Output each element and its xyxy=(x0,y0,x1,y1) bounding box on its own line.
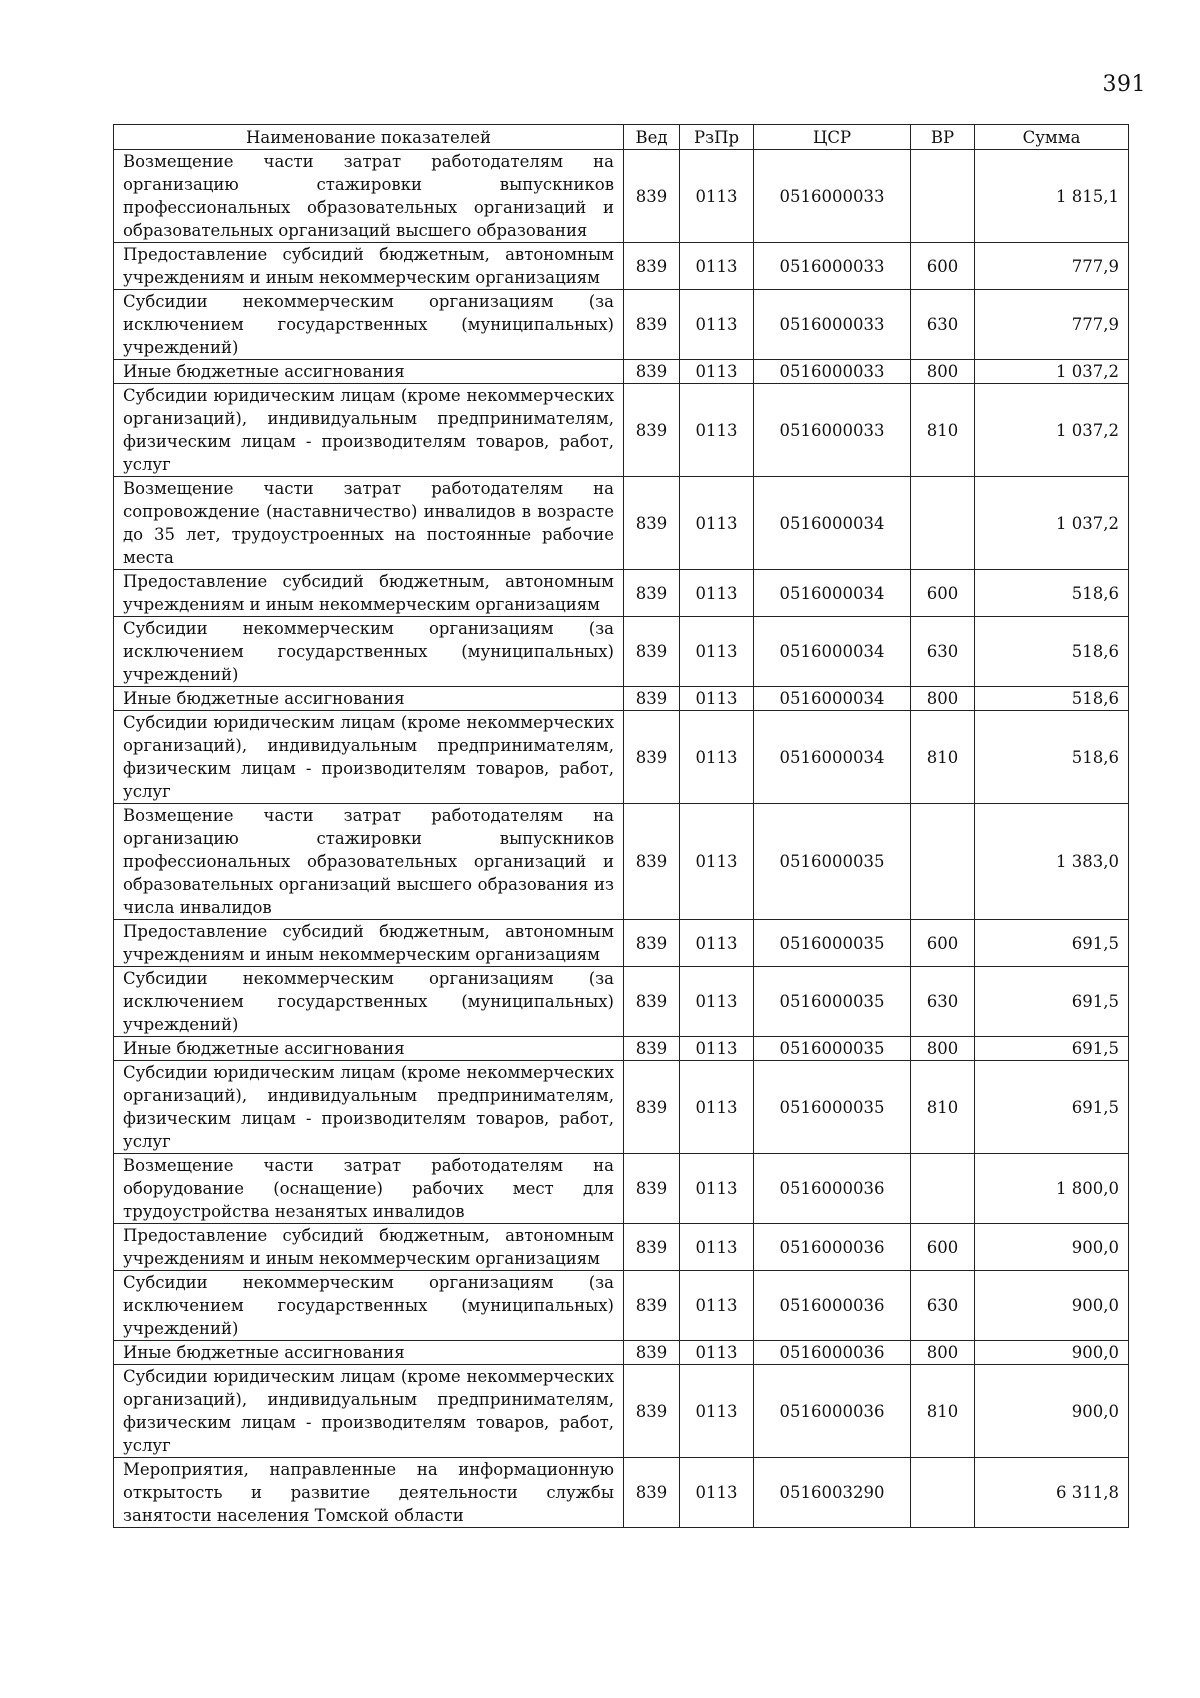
cell-sum: 900,0 xyxy=(975,1341,1129,1365)
cell-name: Иные бюджетные ассигнования xyxy=(114,1341,624,1365)
cell-vr: 800 xyxy=(911,1341,975,1365)
cell-ved: 839 xyxy=(624,804,680,920)
cell-sum: 1 383,0 xyxy=(975,804,1129,920)
cell-name: Возмещение части затрат работодателям на организацию стажировки выпускников профессиональных образовательных организаций и образовательных организаций высшего образования из числа инвалидов xyxy=(114,804,624,920)
cell-name: Субсидии некоммерческим организациям (за исключением государственных (муниципальных) учреждений) xyxy=(114,967,624,1037)
cell-name: Иные бюджетные ассигнования xyxy=(114,687,624,711)
cell-ved: 839 xyxy=(624,150,680,243)
table-row xyxy=(114,617,1129,687)
cell-name: Возмещение части затрат работодателям на сопровождение (наставничество) инвалидов в возрасте до 35 лет, трудоустроенных на постоянные рабочие места xyxy=(114,477,624,570)
cell-csr: 0516000033 xyxy=(754,360,911,384)
table-row xyxy=(114,1224,1129,1271)
table-row xyxy=(114,360,1129,384)
table-row xyxy=(114,477,1129,570)
cell-vr: 630 xyxy=(911,967,975,1037)
cell-rzpr: 0113 xyxy=(680,570,754,617)
cell-csr: 0516000033 xyxy=(754,243,911,290)
cell-vr: 600 xyxy=(911,920,975,967)
cell-csr: 0516000036 xyxy=(754,1341,911,1365)
cell-csr: 0516000036 xyxy=(754,1271,911,1341)
cell-vr: 800 xyxy=(911,1037,975,1061)
table-row xyxy=(114,1061,1129,1154)
cell-sum: 6 311,8 xyxy=(975,1458,1129,1528)
table-row xyxy=(114,1365,1129,1458)
cell-sum: 518,6 xyxy=(975,687,1129,711)
cell-sum: 518,6 xyxy=(975,570,1129,617)
cell-csr: 0516000035 xyxy=(754,804,911,920)
header-vr: ВР xyxy=(911,125,975,150)
cell-csr: 0516000035 xyxy=(754,1037,911,1061)
cell-sum: 777,9 xyxy=(975,243,1129,290)
cell-csr: 0516000035 xyxy=(754,967,911,1037)
cell-name: Субсидии юридическим лицам (кроме некоммерческих организаций), индивидуальным предпринимателям, физическим лицам - производителям товаров, работ, услуг xyxy=(114,384,624,477)
cell-vr: 800 xyxy=(911,360,975,384)
cell-name: Мероприятия, направленные на информационную открытость и развитие деятельности службы занятости населения Томской области xyxy=(114,1458,624,1528)
cell-name: Субсидии некоммерческим организациям (за исключением государственных (муниципальных) учреждений) xyxy=(114,1271,624,1341)
cell-sum: 518,6 xyxy=(975,711,1129,804)
cell-ved: 839 xyxy=(624,243,680,290)
cell-name: Предоставление субсидий бюджетным, автономным учреждениям и иным некоммерческим организациям xyxy=(114,920,624,967)
cell-sum: 900,0 xyxy=(975,1271,1129,1341)
header-name: Наименование показателей xyxy=(114,125,624,150)
cell-vr xyxy=(911,150,975,243)
cell-name: Субсидии юридическим лицам (кроме некоммерческих организаций), индивидуальным предпринимателям, физическим лицам - производителям товаров, работ, услуг xyxy=(114,711,624,804)
page-number: 391 xyxy=(1102,72,1146,97)
table-row xyxy=(114,1154,1129,1224)
table-row xyxy=(114,243,1129,290)
cell-vr: 630 xyxy=(911,290,975,360)
table-row xyxy=(114,570,1129,617)
cell-vr xyxy=(911,1458,975,1528)
cell-csr: 0516000035 xyxy=(754,920,911,967)
cell-rzpr: 0113 xyxy=(680,384,754,477)
cell-csr: 0516000035 xyxy=(754,1061,911,1154)
cell-vr: 800 xyxy=(911,687,975,711)
header-sum: Сумма xyxy=(975,125,1129,150)
cell-rzpr: 0113 xyxy=(680,477,754,570)
cell-vr xyxy=(911,1154,975,1224)
cell-vr: 810 xyxy=(911,384,975,477)
cell-ved: 839 xyxy=(624,477,680,570)
cell-csr: 0516000036 xyxy=(754,1154,911,1224)
cell-rzpr: 0113 xyxy=(680,1458,754,1528)
cell-csr: 0516000034 xyxy=(754,617,911,687)
cell-vr xyxy=(911,804,975,920)
header-ved: Вед xyxy=(624,125,680,150)
table-row xyxy=(114,687,1129,711)
cell-name: Субсидии юридическим лицам (кроме некоммерческих организаций), индивидуальным предпринимателям, физическим лицам - производителям товаров, работ, услуг xyxy=(114,1365,624,1458)
cell-sum: 777,9 xyxy=(975,290,1129,360)
cell-ved: 839 xyxy=(624,967,680,1037)
cell-ved: 839 xyxy=(624,920,680,967)
cell-name: Иные бюджетные ассигнования xyxy=(114,1037,624,1061)
table-row xyxy=(114,1037,1129,1061)
cell-csr: 0516000034 xyxy=(754,687,911,711)
cell-vr: 600 xyxy=(911,243,975,290)
cell-sum: 691,5 xyxy=(975,1061,1129,1154)
cell-ved: 839 xyxy=(624,687,680,711)
cell-rzpr: 0113 xyxy=(680,967,754,1037)
cell-ved: 839 xyxy=(624,1271,680,1341)
table-row xyxy=(114,1458,1129,1528)
cell-csr: 0516000034 xyxy=(754,477,911,570)
cell-csr: 0516000033 xyxy=(754,290,911,360)
table-row xyxy=(114,290,1129,360)
cell-name: Субсидии некоммерческим организациям (за исключением государственных (муниципальных) учреждений) xyxy=(114,290,624,360)
cell-sum: 1 037,2 xyxy=(975,384,1129,477)
cell-ved: 839 xyxy=(624,1341,680,1365)
cell-vr: 600 xyxy=(911,1224,975,1271)
cell-vr: 600 xyxy=(911,570,975,617)
cell-sum: 900,0 xyxy=(975,1224,1129,1271)
cell-name: Предоставление субсидий бюджетным, автономным учреждениям и иным некоммерческим организациям xyxy=(114,243,624,290)
cell-ved: 839 xyxy=(624,1037,680,1061)
cell-name: Субсидии некоммерческим организациям (за исключением государственных (муниципальных) учреждений) xyxy=(114,617,624,687)
cell-rzpr: 0113 xyxy=(680,1061,754,1154)
cell-ved: 839 xyxy=(624,711,680,804)
cell-rzpr: 0113 xyxy=(680,243,754,290)
cell-rzpr: 0113 xyxy=(680,804,754,920)
table-row xyxy=(114,150,1129,243)
table-row xyxy=(114,711,1129,804)
cell-ved: 839 xyxy=(624,570,680,617)
cell-csr: 0516000033 xyxy=(754,150,911,243)
cell-csr: 0516003290 xyxy=(754,1458,911,1528)
cell-vr: 810 xyxy=(911,711,975,804)
cell-ved: 839 xyxy=(624,1061,680,1154)
table-row xyxy=(114,967,1129,1037)
cell-rzpr: 0113 xyxy=(680,617,754,687)
cell-csr: 0516000033 xyxy=(754,384,911,477)
cell-name: Иные бюджетные ассигнования xyxy=(114,360,624,384)
table-row xyxy=(114,804,1129,920)
cell-rzpr: 0113 xyxy=(680,1154,754,1224)
table-body xyxy=(114,150,1129,1528)
cell-vr: 630 xyxy=(911,617,975,687)
cell-csr: 0516000036 xyxy=(754,1224,911,1271)
cell-ved: 839 xyxy=(624,1154,680,1224)
table-row xyxy=(114,384,1129,477)
cell-rzpr: 0113 xyxy=(680,1365,754,1458)
cell-name: Предоставление субсидий бюджетным, автономным учреждениям и иным некоммерческим организациям xyxy=(114,1224,624,1271)
cell-vr: 810 xyxy=(911,1365,975,1458)
cell-rzpr: 0113 xyxy=(680,360,754,384)
cell-rzpr: 0113 xyxy=(680,1037,754,1061)
cell-sum: 691,5 xyxy=(975,920,1129,967)
cell-sum: 1 037,2 xyxy=(975,477,1129,570)
table-row xyxy=(114,1341,1129,1365)
cell-ved: 839 xyxy=(624,1365,680,1458)
cell-sum: 518,6 xyxy=(975,617,1129,687)
cell-vr xyxy=(911,477,975,570)
cell-sum: 691,5 xyxy=(975,1037,1129,1061)
table-header-row xyxy=(114,125,1129,150)
cell-vr: 630 xyxy=(911,1271,975,1341)
cell-rzpr: 0113 xyxy=(680,1341,754,1365)
header-rzpr: РзПр xyxy=(680,125,754,150)
cell-rzpr: 0113 xyxy=(680,150,754,243)
cell-vr: 810 xyxy=(911,1061,975,1154)
cell-sum: 900,0 xyxy=(975,1365,1129,1458)
budget-table xyxy=(113,124,1129,1528)
cell-ved: 839 xyxy=(624,617,680,687)
cell-sum: 1 800,0 xyxy=(975,1154,1129,1224)
cell-csr: 0516000034 xyxy=(754,570,911,617)
cell-sum: 1 815,1 xyxy=(975,150,1129,243)
cell-csr: 0516000034 xyxy=(754,711,911,804)
cell-rzpr: 0113 xyxy=(680,920,754,967)
cell-ved: 839 xyxy=(624,384,680,477)
table-row xyxy=(114,920,1129,967)
cell-sum: 1 037,2 xyxy=(975,360,1129,384)
cell-sum: 691,5 xyxy=(975,967,1129,1037)
cell-ved: 839 xyxy=(624,1224,680,1271)
cell-rzpr: 0113 xyxy=(680,687,754,711)
cell-name: Предоставление субсидий бюджетным, автономным учреждениям и иным некоммерческим организациям xyxy=(114,570,624,617)
cell-name: Субсидии юридическим лицам (кроме некоммерческих организаций), индивидуальным предпринимателям, физическим лицам - производителям товаров, работ, услуг xyxy=(114,1061,624,1154)
cell-ved: 839 xyxy=(624,290,680,360)
cell-ved: 839 xyxy=(624,360,680,384)
cell-name: Возмещение части затрат работодателям на организацию стажировки выпускников профессиональных образовательных организаций и образовательных организаций высшего образования xyxy=(114,150,624,243)
cell-name: Возмещение части затрат работодателям на оборудование (оснащение) рабочих мест для трудоустройства незанятых инвалидов xyxy=(114,1154,624,1224)
header-csr: ЦСР xyxy=(754,125,911,150)
cell-ved: 839 xyxy=(624,1458,680,1528)
cell-rzpr: 0113 xyxy=(680,1271,754,1341)
cell-rzpr: 0113 xyxy=(680,290,754,360)
cell-csr: 0516000036 xyxy=(754,1365,911,1458)
cell-rzpr: 0113 xyxy=(680,1224,754,1271)
table-row xyxy=(114,1271,1129,1341)
cell-rzpr: 0113 xyxy=(680,711,754,804)
